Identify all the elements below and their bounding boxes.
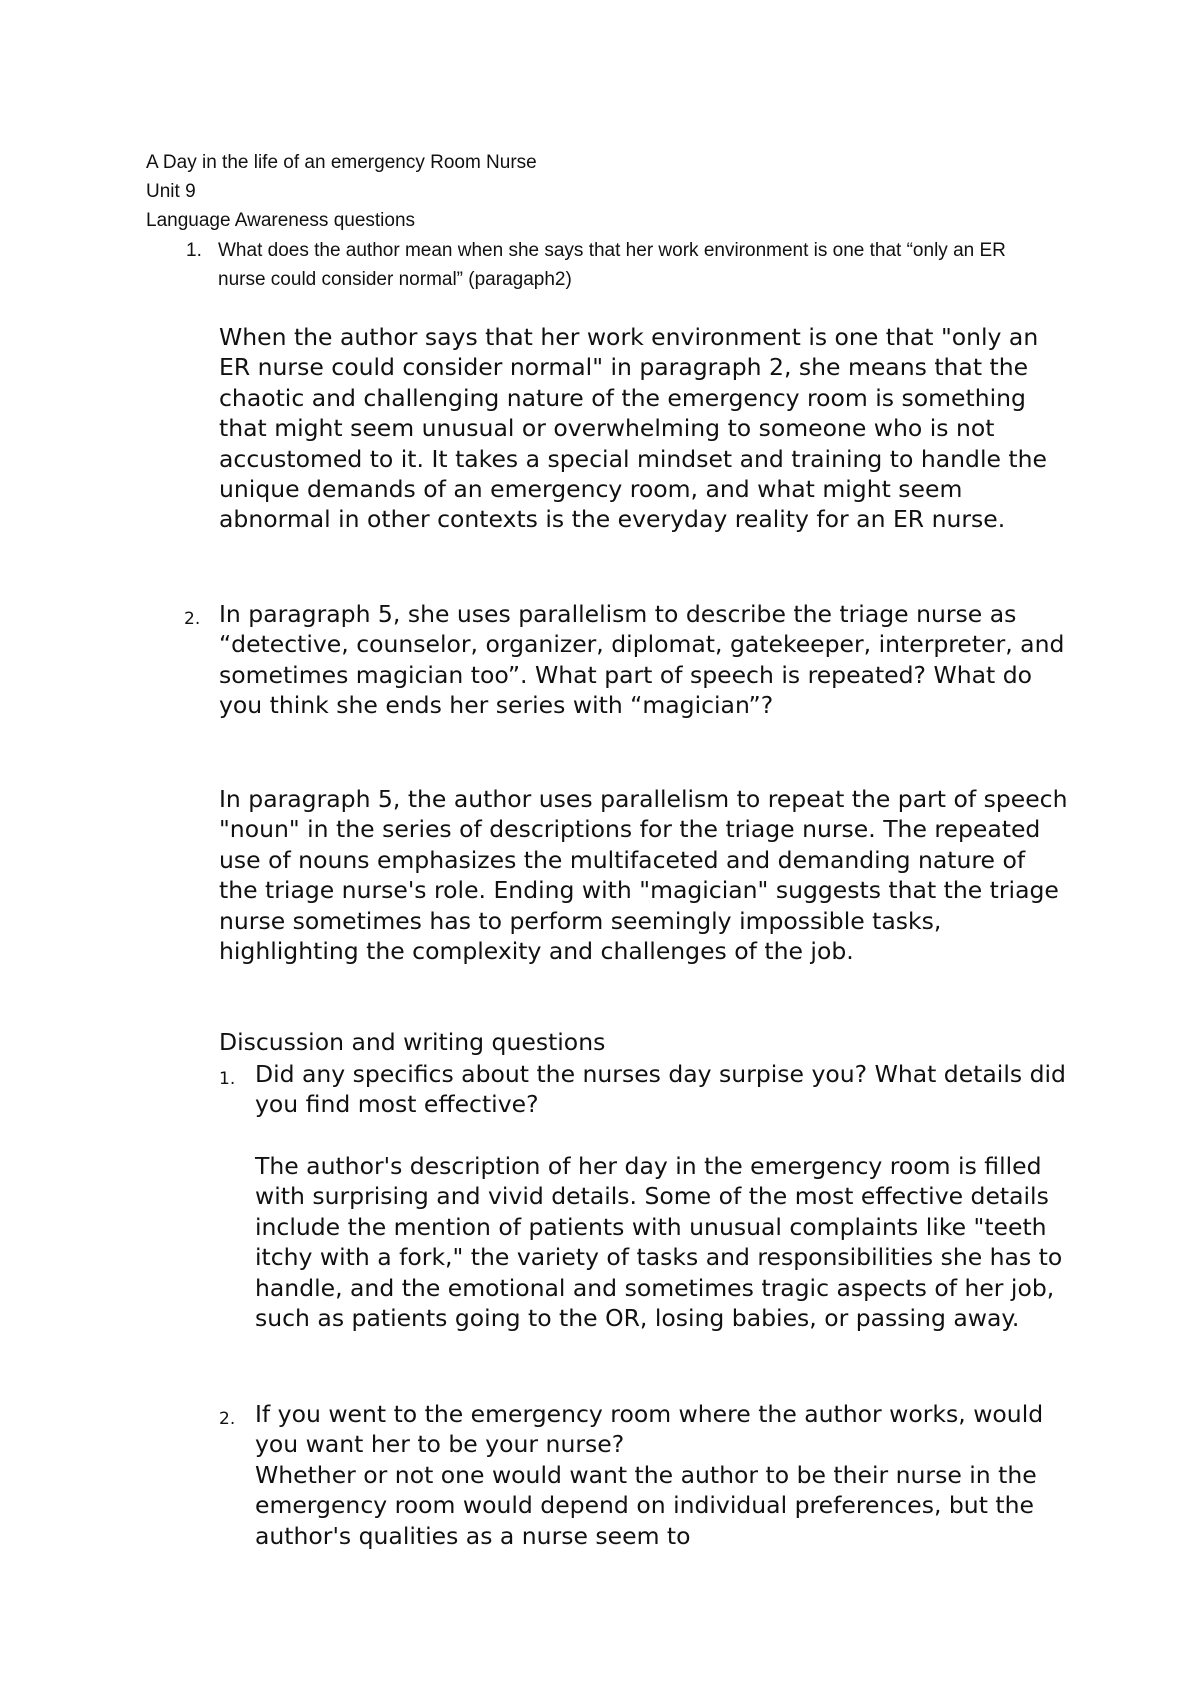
question-number: 2.: [219, 1409, 236, 1429]
language-question-2: In paragraph 5, she uses parallelism to describe the triage nurse as “detective, counselor, organizer, diplomat, gatekeeper, interpreter, and sometimes magician too”. What part of speech is repeated? What do you think she ends her series with “magician”?: [219, 600, 1065, 720]
question-text: What does the author mean when she says that her work environment is one that “only an ER nurse could consider normal” (paragaph2): [218, 240, 1006, 290]
question-number: 2.: [184, 609, 201, 629]
discussion-question-2: [255, 1399, 1075, 1551]
question-number: 1.: [219, 1069, 236, 1089]
document-title: A Day in the life of an emergency Room Nurse: [146, 152, 537, 173]
unit-label: Unit 9: [146, 181, 196, 202]
discussion-heading: Discussion and writing questions: [219, 1028, 606, 1056]
discussion-answer-1: The author's description of her day in the emergency room is filled with surprising and vivid details. Some of the most effective details include the mention of patients with unusual complaints like "teeth itchy with a fork," the variety of tasks and responsibilities she has to handle, and the emotional and sometimes tragic aspects of her job, such as patients going to the OR, losing babies, or passing away.: [255, 1152, 1063, 1333]
language-answer-1: When the author says that her work environment is one that "only an ER nurse could consider normal" in paragraph 2, she means that the chaotic and challenging nature of the emergency room is something that might seem unusual or overwhelming to someone who is not accustomed to it. It takes a special mindset and training to handle the unique demands of an emergency room, and what might seem abnormal in other contexts is the everyday reality for an ER nurse.: [219, 323, 1047, 534]
question-number: 1.: [186, 240, 202, 261]
language-answer-2: In paragraph 5, the author uses parallelism to repeat the part of speech "noun" in the series of descriptions for the triage nurse. The repeated use of nouns emphasizes the multifaceted and demanding nature of the triage nurse's role. Ending with "magician" suggests that the triage nurse sometimes has to perform seemingly impossible tasks, highlighting the complexity and challenges of the job.: [219, 785, 1068, 966]
document-header: [146, 148, 537, 235]
discussion-answer-2: Whether or not one would want the author to be their nurse in the emergency room would depend on individual preferences, but the author's qualities as a nurse seem to: [255, 1460, 1037, 1550]
section-heading: Language Awareness questions: [146, 210, 416, 231]
question-text: If you went to the emergency room where the author works, would you want her to be your nurse?: [255, 1400, 1044, 1459]
discussion-question-1: Did any specifics about the nurses day surpise you? What details did you find most effective?: [255, 1060, 1066, 1119]
